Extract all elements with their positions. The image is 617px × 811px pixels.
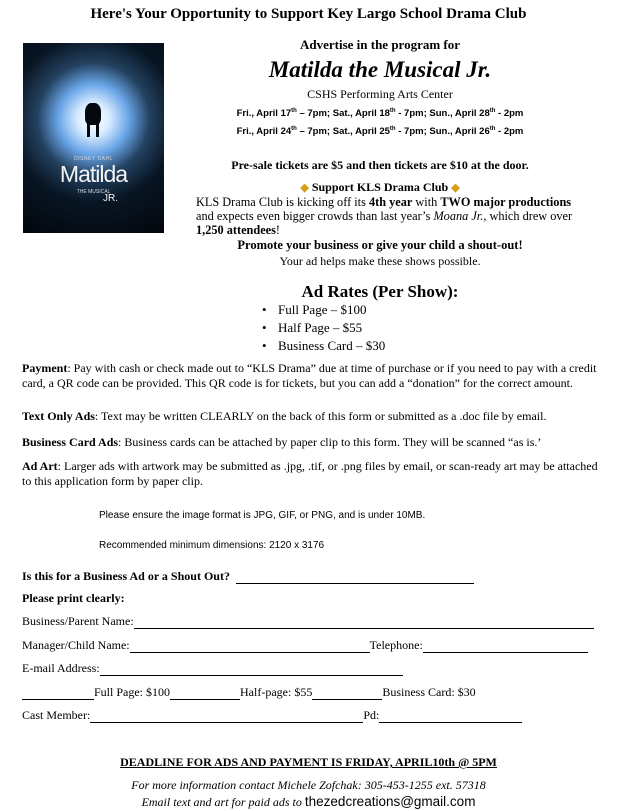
half-page-checkbox[interactable] [170, 687, 240, 700]
business-name-label: Business/Parent Name: [22, 614, 134, 628]
business-name-row [22, 614, 594, 629]
poster-sub-text: THE MUSICAL [76, 189, 111, 195]
drama-club-description: KLS Drama Club is kicking off its 4th year with TWO major productions and expects even bigger crowds than last year’s Moana Jr., which drew over 1,250 attendees! [196, 195, 573, 237]
theater-mask-icon: ◆ [451, 182, 460, 194]
image-format-note: Please ensure the image format is JPG, GIF, or PNG, and is under 10MB. [99, 510, 426, 521]
rate-item: • Half Page – $55 [262, 320, 363, 335]
email-label: E-mail Address: [22, 661, 100, 675]
business-card-checkbox[interactable] [312, 687, 382, 700]
full-page-label: Full Page: $100 [94, 685, 171, 699]
support-heading: ◆ Support KLS Drama Club ◆ [300, 180, 460, 194]
contact-email[interactable]: thezedcreations@gmail.com [304, 794, 476, 809]
cast-member-field[interactable] [90, 710, 363, 723]
ad-type-question: Is this for a Business Ad or a Shout Out? [22, 569, 474, 584]
email-field[interactable] [100, 663, 403, 676]
venue: CSHS Performing Arts Center [307, 87, 453, 101]
bullet-icon: • [262, 320, 267, 335]
ad-type-field[interactable] [236, 571, 474, 584]
poster-logo: Matilda [59, 161, 128, 187]
promote-text: Promote your business or give your child a shout-out! [237, 238, 523, 252]
manager-field[interactable] [130, 640, 370, 653]
half-page-label: Half-page: $55 [240, 685, 313, 699]
dimensions-note: Recommended minimum dimensions: 2120 x 3176 [99, 540, 325, 551]
manager-row [22, 638, 588, 653]
ad-art-paragraph: Ad Art: Larger ads with artwork may be submitted as .jpg, .tif, or .png files by email, or scan-ready art may be attached to this application form by paper clip. [22, 459, 598, 488]
show-dates-week1: Fri., April 17th – 7pm; Sat., April 18th - 7pm; Sun., April 28th - 2pm [236, 108, 524, 119]
show-poster [23, 43, 164, 233]
telephone-field[interactable] [423, 640, 588, 653]
cast-member-row [22, 708, 522, 723]
manager-label: Manager/Child Name: [22, 638, 130, 652]
business-name-field[interactable] [134, 616, 594, 629]
show-title: Matilda the Musical Jr. [268, 57, 492, 82]
poster-jr-text: JR. [103, 193, 118, 204]
rate-item: • Full Page – $100 [262, 302, 367, 317]
pd-label: Pd: [363, 708, 380, 722]
business-card-paragraph: Business Card Ads: Business cards can be attached by paper clip to this form. They will be scanned “as is.’ [22, 435, 542, 449]
theater-mask-icon: ◆ [300, 182, 309, 194]
rate-item: • Business Card – $30 [262, 338, 386, 353]
text-only-paragraph: Text Only Ads: Text may be written CLEARLY on the back of this form or submitted as a .doc file by email. [22, 409, 547, 423]
email-row [22, 661, 403, 676]
presale-text: Pre-sale tickets are $5 and then tickets are $10 at the door. [231, 158, 529, 172]
show-dates-week2: Fri., April 24th – 7pm; Sat., April 25th - 7pm; Sun., April 26th - 2pm [236, 126, 524, 137]
poster-top-text: DISNEY DAHL [74, 156, 113, 162]
advertise-heading: Advertise in the program for [299, 37, 461, 52]
telephone-label: Telephone: [369, 638, 423, 652]
poster-figure [85, 103, 101, 125]
contact-info: For more information contact Michele Zofchak: 305-453-1255 ext. 57318 [131, 778, 486, 792]
email-instructions: Email text and art for paid ads to thezedcreations@gmail.com [141, 794, 476, 809]
pd-field[interactable] [379, 710, 522, 723]
deadline-notice: DEADLINE FOR ADS AND PAYMENT IS FRIDAY, APRIL10th @ 5PM [120, 755, 497, 769]
cast-member-label: Cast Member: [22, 708, 91, 722]
ad-rates-heading: Ad Rates (Per Show): [301, 282, 459, 301]
bullet-icon: • [262, 302, 267, 317]
page-title: Here's Your Opportunity to Support Key Largo School Drama Club [90, 6, 527, 22]
payment-paragraph: Payment: Pay with cash or check made out to “KLS Drama” due at time of purchase or if you need to pay with a credit card, a QR code can be provided. This QR code is for tickets, but you can add a “donation” for the correct amount. [22, 361, 597, 390]
poster-figure-legs [87, 123, 99, 137]
helps-text: Your ad helps make these shows possible. [279, 254, 481, 268]
business-card-label: Business Card: $30 [382, 685, 476, 699]
print-clearly-label: Please print clearly: [22, 591, 125, 605]
bullet-icon: • [262, 338, 267, 353]
ad-size-row [22, 685, 476, 700]
full-page-checkbox[interactable] [22, 687, 94, 700]
